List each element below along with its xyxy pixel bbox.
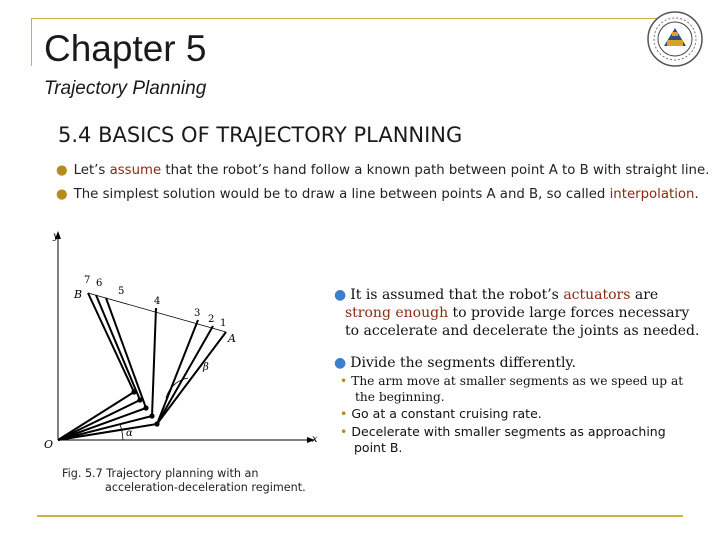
university-logo-icon	[646, 10, 704, 68]
sub-bullet-1: • The arm move at smaller segments as we speed up at	[340, 374, 684, 388]
segment-label: 5	[118, 286, 125, 297]
segment-label: 7	[84, 275, 91, 286]
bullet-dot-icon: •	[340, 406, 348, 421]
bullet-dot-icon: •	[340, 424, 348, 439]
bullet-item: ● The simplest solution would be to draw a line between points A and B, so called interpolation.	[56, 187, 699, 202]
section-heading: 5.4 BASICS OF TRAJECTORY PLANNING	[58, 123, 463, 147]
sub-bullet-1-line2: the beginning.	[355, 390, 445, 404]
bullet-dot-icon: ●	[56, 163, 68, 178]
segment-label: 4	[154, 296, 161, 307]
sub-bullet-3: • Decelerate with smaller segments as approaching	[340, 424, 666, 439]
segment-label: 6	[96, 278, 103, 289]
bullet-item: ● Let’s assume that the robot’s hand follow a known path between point A to B with straight line.	[56, 163, 710, 178]
figure-caption: Fig. 5.7 Trajectory planning with an acceleration-deceleration regiment.	[62, 467, 306, 494]
bullet-dot-icon: ●	[334, 355, 347, 371]
alpha-label: α	[126, 428, 133, 439]
y-axis-label: y	[53, 231, 59, 242]
right-point-1-line2: strong enough to provide large forces necessary	[345, 305, 690, 321]
right-point-1-line3: to accelerate and decelerate the joints as needed.	[345, 323, 700, 339]
bullet-dot-icon: ●	[334, 287, 347, 303]
header-frame-left	[31, 18, 32, 66]
origin-label: O	[44, 438, 54, 451]
x-axis-label: x	[312, 434, 318, 445]
header-frame-top	[32, 18, 684, 19]
footer-rule	[37, 515, 683, 517]
sub-bullet-2: • Go at a constant cruising rate.	[340, 406, 542, 421]
bullet-dot-icon: •	[340, 374, 348, 388]
chapter-subtitle: Trajectory Planning	[44, 78, 207, 99]
right-point-2: ● Divide the segments differently.	[334, 355, 576, 371]
sub-bullet-3-line2: point B.	[354, 440, 403, 455]
segment-label: 1	[220, 318, 227, 329]
point-a-label: A	[228, 332, 236, 345]
segment-label: 3	[194, 308, 201, 319]
beta-label: β	[203, 362, 209, 373]
right-point-1: ● It is assumed that the robot’s actuators are	[334, 287, 659, 303]
chapter-title: Chapter 5	[44, 28, 207, 69]
point-b-label: B	[74, 288, 83, 301]
segment-label: 2	[208, 314, 215, 325]
trajectory-figure	[38, 228, 328, 453]
bullet-dot-icon: ●	[56, 187, 68, 202]
